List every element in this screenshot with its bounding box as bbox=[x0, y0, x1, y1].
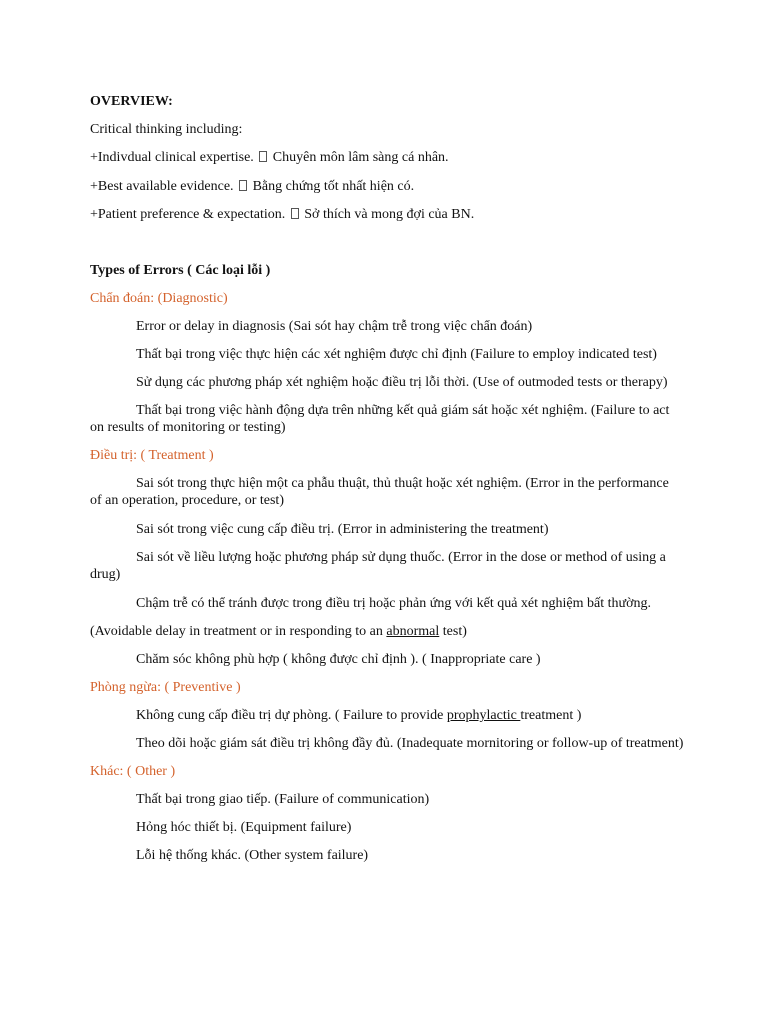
section-title-other: Khác: ( Other ) bbox=[90, 764, 176, 779]
bullet-vi: Sở thích và mong đợi của BN. bbox=[304, 207, 475, 222]
text-run: treatment ) bbox=[520, 708, 582, 723]
missing-glyph-icon bbox=[239, 180, 247, 191]
list-item: Thất bại trong giao tiếp. (Failure of communication) bbox=[136, 792, 430, 807]
list-item: Lỗi hệ thống khác. (Other system failure) bbox=[136, 848, 369, 863]
section-title-diagnostic: Chẩn đoán: (Diagnostic) bbox=[90, 291, 228, 306]
section-title-preventive: Phòng ngừa: ( Preventive ) bbox=[90, 680, 241, 695]
missing-glyph-icon bbox=[291, 208, 299, 219]
list-item: Chăm sóc không phù hợp ( không được chỉ định ). ( Inappropriate care ) bbox=[136, 652, 541, 667]
overview-bullet bbox=[90, 178, 414, 195]
overview-bullet bbox=[90, 149, 449, 166]
bullet-en: +Patient preference & expectation. bbox=[90, 207, 286, 222]
list-item: Thất bại trong việc hành động dựa trên những kết quả giám sát hoặc xét nghiệm. (Failure to act on results of monitoring or testing) bbox=[90, 403, 670, 435]
list-item: Error or delay in diagnosis (Sai sót hay chậm trễ trong việc chẩn đoán) bbox=[136, 319, 533, 334]
underlined-term: abnormal bbox=[386, 624, 440, 639]
types-heading: Types of Errors ( Các loại lỗi ) bbox=[90, 263, 271, 278]
overview-heading: OVERVIEW: bbox=[90, 94, 173, 109]
text-run: (Avoidable delay in treatment or in responding to an bbox=[90, 624, 387, 639]
list-item bbox=[90, 623, 467, 640]
list-item: Sai sót trong việc cung cấp điều trị. (Error in administering the treatment) bbox=[136, 522, 549, 537]
list-item: Sử dụng các phương pháp xét nghiệm hoặc điều trị lỗi thời. (Use of outmoded tests or therapy) bbox=[136, 375, 668, 390]
list-item: Chậm trễ có thể tránh được trong điều trị hoặc phản ứng với kết quả xét nghiệm bất thường. bbox=[136, 596, 652, 611]
section-title-treatment: Điều trị: ( Treatment ) bbox=[90, 448, 214, 463]
list-item: Thất bại trong việc thực hiện các xét nghiệm được chỉ định (Failure to employ indicated test) bbox=[136, 347, 657, 362]
missing-glyph-icon bbox=[259, 151, 267, 162]
list-item: Sai sót trong thực hiện một ca phẫu thuật, thủ thuật hoặc xét nghiệm. (Error in the performance of an operation, procedure, or test) bbox=[90, 476, 669, 508]
list-item: Hỏng hóc thiết bị. (Equipment failure) bbox=[136, 820, 352, 835]
overview-bullet bbox=[90, 206, 474, 223]
bullet-vi: Bằng chứng tốt nhất hiện có. bbox=[252, 179, 415, 194]
list-item bbox=[136, 707, 581, 724]
bullet-en: +Indivdual clinical expertise. bbox=[90, 150, 254, 165]
bullet-en: +Best available evidence. bbox=[90, 179, 234, 194]
text-run: test) bbox=[439, 624, 467, 639]
underlined-term: prophylactic bbox=[446, 708, 521, 723]
bullet-vi: Chuyên môn lâm sàng cá nhân. bbox=[272, 150, 449, 165]
list-item: Theo dõi hoặc giám sát điều trị không đầy đủ. (Inadequate mornitoring or follow-up of treatment) bbox=[136, 736, 684, 751]
text-run: Không cung cấp điều trị dự phòng. ( Failure to provide bbox=[136, 708, 447, 723]
list-item: Sai sót về liều lượng hoặc phương pháp sử dụng thuốc. (Error in the dose or method of using a drug) bbox=[90, 550, 666, 582]
overview-intro: Critical thinking including: bbox=[90, 122, 243, 137]
